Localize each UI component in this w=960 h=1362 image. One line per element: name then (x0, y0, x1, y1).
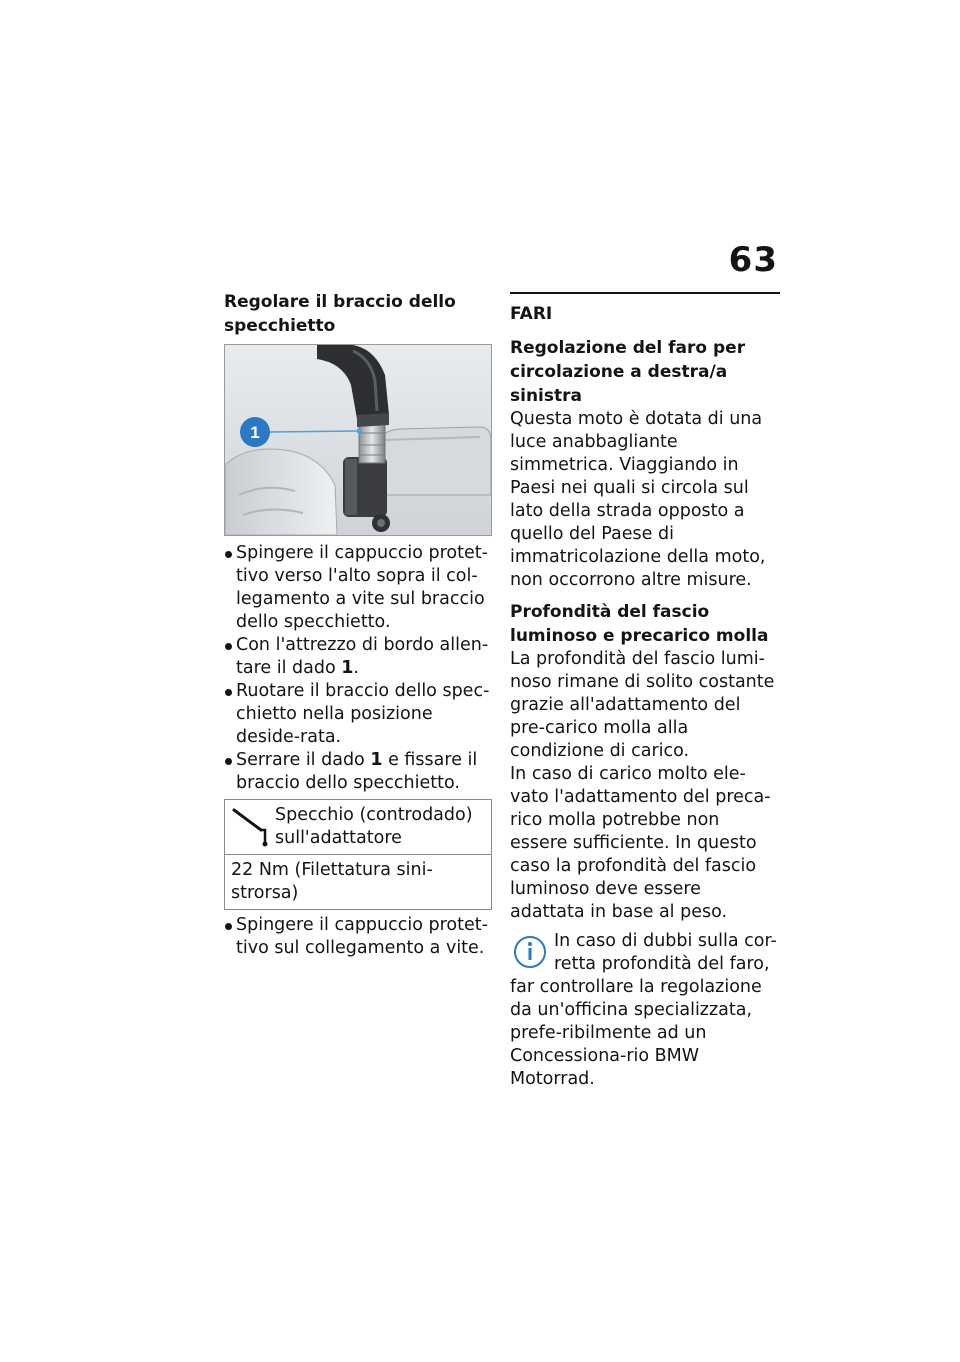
mirror-arm-illustration (225, 345, 491, 535)
section-divider (510, 292, 780, 294)
callout-number: 1 (250, 423, 260, 442)
left-column (224, 290, 492, 960)
nut-ref: 1 (370, 750, 383, 770)
info-note (510, 930, 780, 1091)
step-text: Spingere il cappuccio protet-tivo verso l'alto sopra il col-legamento a vite sul braccio dello specchietto. (236, 543, 488, 632)
nut-ref: 1 (341, 658, 354, 678)
list-item (224, 634, 492, 680)
step-text: Spingere il cappuccio protet-tivo sul collegamento a vite. (236, 915, 488, 958)
torque-value: 22 Nm (Filettatura sini-strorsa) (231, 860, 433, 903)
final-steps-list (224, 914, 492, 960)
torque-wrench-icon (231, 804, 271, 848)
beam-depth-text-2: In caso di carico molto ele-vato l'adattamento del preca-rico molla potrebbe non essere sufficiente. In questo caso la profondità del fascio luminoso deve essere adattata in base al peso. (510, 764, 771, 922)
headlight-traffic-heading: Regolazione del faro per circolazione a destra/a sinistra (510, 338, 746, 406)
step-text: . (353, 658, 359, 678)
steps-list (224, 542, 492, 795)
headlight-traffic-text: Questa moto è dotata di una luce anabbagliante simmetrica. Viaggiando in Paesi nei quali si circola sul lato della strada opposto a quello del Paese di immatricolazione della moto, non occorrono altre misure. (510, 409, 766, 590)
step-text: e fissare il braccio dello specchietto. (236, 750, 478, 793)
step-text: Con l'attrezzo di bordo allen-tare il dado (236, 635, 489, 678)
list-item (224, 680, 492, 749)
mirror-arm-heading: Regolare il braccio dello specchietto (224, 292, 456, 336)
mirror-arm-figure (224, 344, 492, 536)
step-text: Serrare il dado (236, 750, 371, 770)
torque-spec-header (225, 800, 491, 855)
info-note-text: In caso di dubbi sulla cor-retta profondità del faro, far controllare la regolazione da un'officina specializzata, prefe-ribilmente ad un Concessiona-rio BMW Motorrad. (510, 931, 777, 1089)
section-title: FARI (510, 304, 553, 324)
torque-spec-box (224, 799, 492, 910)
beam-depth-heading: Profondità del fascio luminoso e precarico molla (510, 602, 769, 646)
list-item (224, 914, 492, 960)
page-number: 63 (728, 240, 778, 280)
list-item (224, 542, 492, 634)
beam-depth-text: La profondità del fascio lumi-noso rimane di solito costante grazie all'adattamento del pre-carico molla alla condizione di carico. (510, 649, 775, 761)
step-text: Ruotare il braccio dello spec-chietto nella posizione deside-rata. (236, 681, 490, 747)
torque-label: Specchio (controdado) sull'adattatore (275, 805, 473, 848)
right-column (510, 292, 780, 1091)
list-item (224, 749, 492, 795)
info-icon (510, 930, 550, 972)
